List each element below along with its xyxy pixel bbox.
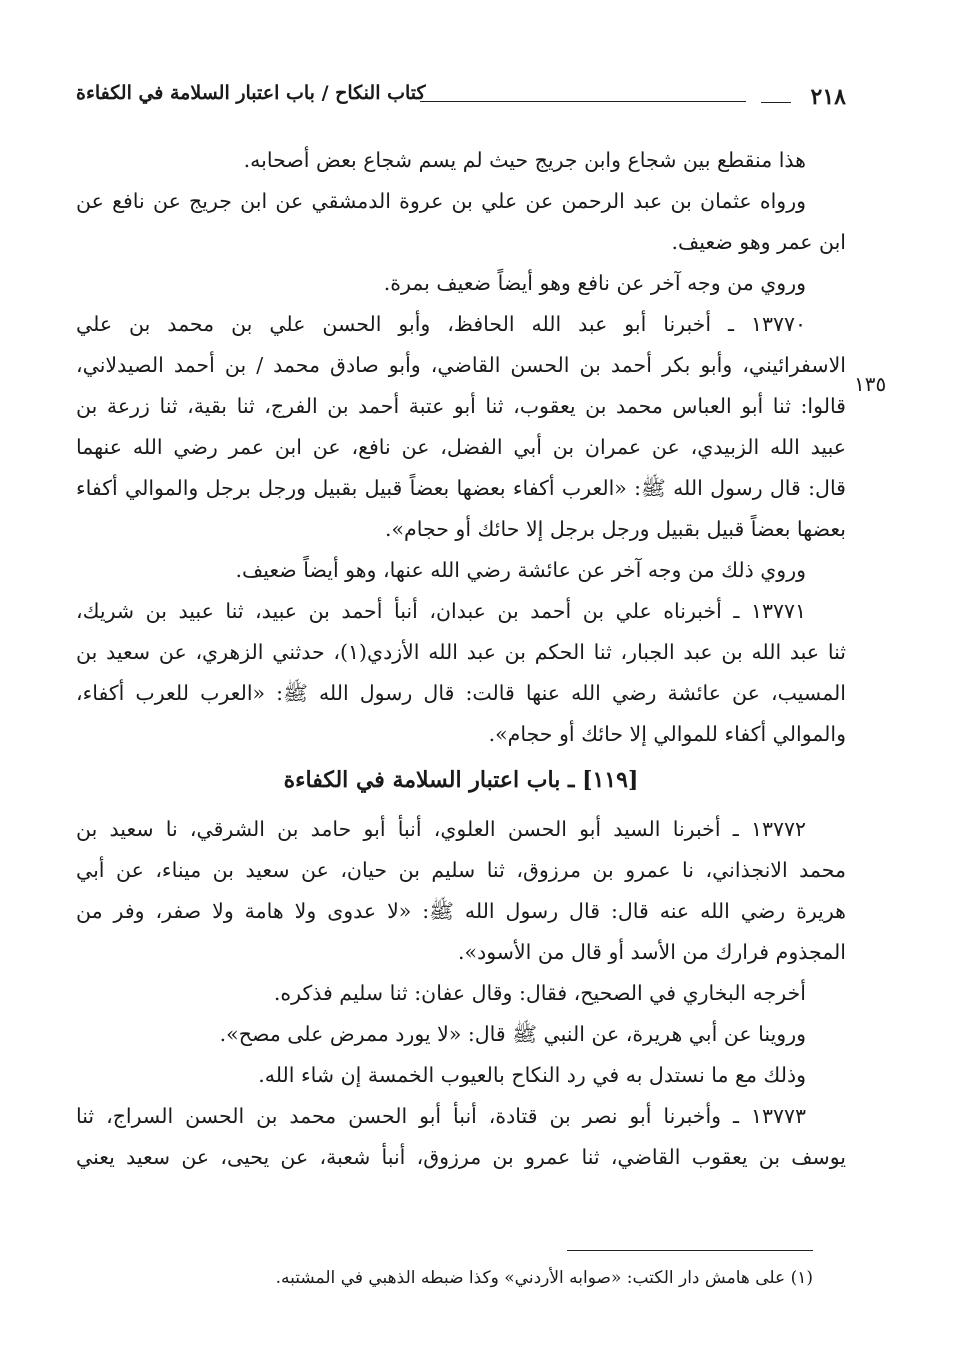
text-line: الاسفرائيني، وأبو بكر أحمد بن الحسن القاضي، وأبو صادق محمد / بن أحمد الصيدلاني، — [76, 353, 846, 377]
page-body — [76, 140, 846, 1178]
text-line: ١٣٧٧١ ـ أخبرناه علي بن أحمد بن عبدان، أنبأ أحمد بن عبيد، ثنا عبيد بن شريك، — [76, 599, 806, 623]
text-line: ١٣٧٧٣ ـ وأخبرنا أبو نصر بن قتادة، أنبأ أبو الحسن محمد بن الحسن السراج، ثنا — [76, 1104, 806, 1128]
chapter-title: [١١٩] ـ باب اعتبار السلامة في الكفاءة — [283, 767, 639, 793]
text-line: محمد الانجذاني، نا عمرو بن مرزوق، ثنا سليم بن حيان، عن سعيد بن ميناء، عن أبي — [76, 858, 846, 882]
text-line: المجذوم فرارك من الأسد أو قال من الأسود». — [458, 940, 846, 964]
text-line: والموالي أكفاء للموالي إلا حائك أو حجام». — [488, 722, 846, 746]
text-line: ثنا عبد الله بن عبد الجبار، ثنا الحكم بن عبد الله الأزدي(١)، حدثني الزهري، عن سعيد بن — [76, 640, 846, 664]
text-line: قال: قال رسول الله ﷺ: «العرب أكفاء بعضها بعضاً قبيل بقبيل ورجل برجل والموالي أكفاء — [76, 476, 846, 500]
text-line: بعضها بعضاً قبيل بقبيل ورجل برجل إلا حائك أو حجام». — [385, 517, 846, 541]
footnote: (١) على هامش دار الكتب: «صوابه الأردني» وكذا ضبطه الذهبي في المشتبه. — [275, 1268, 813, 1288]
running-header — [76, 80, 846, 114]
text-line: قالوا: ثنا أبو العباس محمد بن يعقوب، ثنا أبو عتبة أحمد بن الفرج، ثنا بقية، ثنا زرعة بن — [76, 394, 846, 418]
text-line: ١٣٧٧٠ ـ أخبرنا أبو عبد الله الحافظ، وأبو الحسن علي بن محمد بن علي — [76, 312, 806, 336]
text-line: ابن عمر وهو ضعيف. — [671, 230, 846, 254]
text-line: أخرجه البخاري في الصحيح، فقال: وقال عفان: ثنا سليم فذكره. — [273, 981, 806, 1005]
text-line: ورواه عثمان بن عبد الرحمن عن علي بن عروة الدمشقي عن ابن جريج عن نافع عن — [76, 189, 806, 213]
page-number: ٢١٨ — [810, 84, 846, 110]
text-line: يوسف بن يعقوب القاضي، ثنا عمرو بن مرزوق، أنبأ شعبة، عن يحيى، عن سعيد يعني — [76, 1145, 846, 1169]
text-line: هريرة رضي الله عنه قال: قال رسول الله ﷺ: «لا عدوى ولا هامة ولا صفر، وفر من — [76, 899, 846, 923]
header-rule — [761, 102, 791, 103]
text-line: هذا منقطع بين شجاع وابن جريج حيث لم يسم شجاع بعض أصحابه. — [243, 148, 806, 172]
header-title: كتاب النكاح / باب اعتبار السلامة في الكفاءة — [76, 82, 426, 104]
footnote-separator — [567, 1250, 813, 1251]
text-line: عبيد الله الزبيدي، عن عمران بن أبي الفضل، عن نافع، عن ابن عمر رضي الله عنهما — [76, 435, 846, 459]
text-line: المسيب، عن عائشة رضي الله عنها قالت: قال رسول الله ﷺ: «العرب للعرب أكفاء، — [76, 681, 846, 705]
text-line: وذلك مع ما نستدل به في رد النكاح بالعيوب الخمسة إن شاء الله. — [258, 1063, 806, 1087]
text-line: وروي ذلك من وجه آخر عن عائشة رضي الله عنها، وهو أيضاً ضعيف. — [235, 558, 806, 582]
margin-folio-number: ١٣٥ — [854, 372, 887, 396]
text-line: وروي من وجه آخر عن نافع وهو أيضاً ضعيف بمرة. — [383, 271, 806, 295]
header-title-rule — [420, 101, 746, 102]
text-block-before-chapter — [76, 140, 846, 755]
text-line: ١٣٧٧٢ ـ أخبرنا السيد أبو الحسن العلوي، أنبأ أبو حامد بن الشرقي، نا سعيد بن — [76, 817, 806, 841]
text-line: وروينا عن أبي هريرة، عن النبي ﷺ قال: «لا يورد ممرض على مصح». — [219, 1022, 806, 1046]
text-block-after-chapter — [76, 809, 846, 1178]
